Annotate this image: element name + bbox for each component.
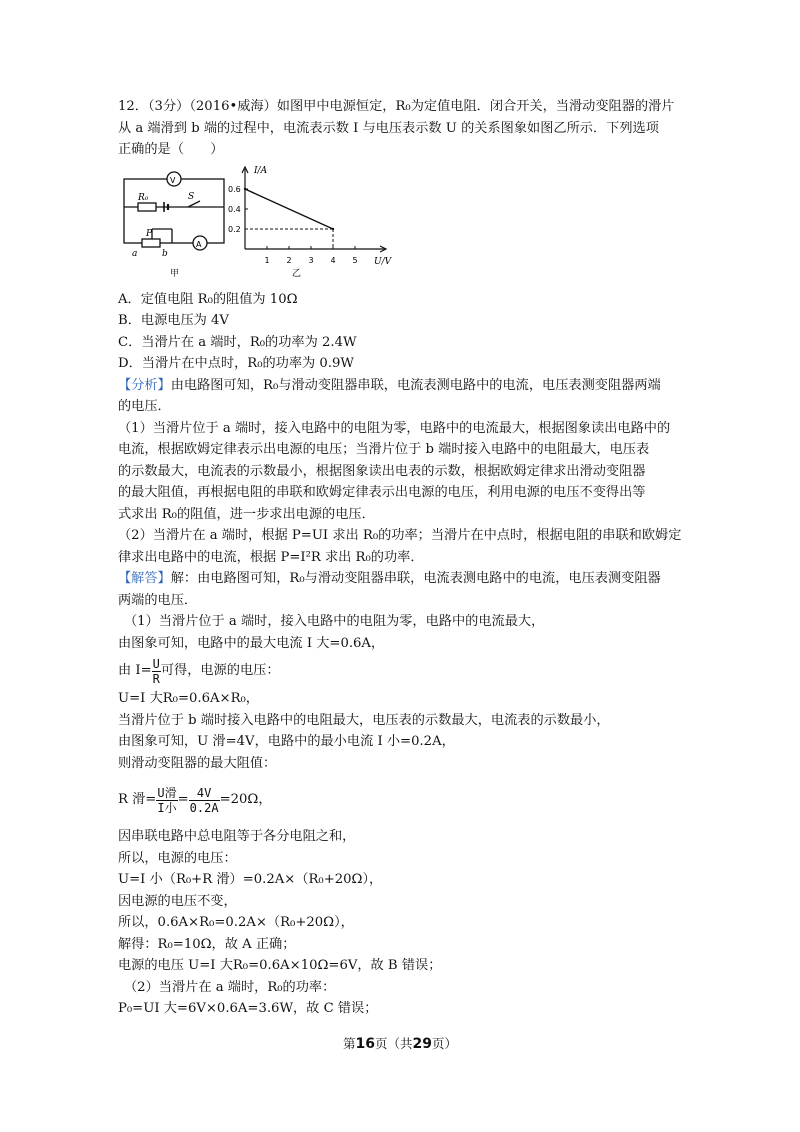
option-a: A．定值电阻 R₀的阻值为 10Ω xyxy=(118,291,298,307)
solution-line-1 xyxy=(118,568,688,590)
solution-line-12: 所以，电源的电压： xyxy=(118,850,237,866)
fraction-denominator: I小 xyxy=(157,800,177,815)
terminal-b-label: b xyxy=(162,248,168,259)
footer-page-number: 16 xyxy=(355,1036,375,1052)
option-d: D．当滑片在中点时，R₀的功率为 0.9W xyxy=(118,356,354,371)
ohm-law-prefix: 由 I= xyxy=(118,663,152,679)
ohm-law-fraction xyxy=(152,657,161,686)
circuit-caption: 甲 xyxy=(170,268,180,279)
analysis-line-2: 的电压． xyxy=(118,399,171,414)
solution-line-6: U=I 大R₀=0.6A×R₀， xyxy=(118,691,259,706)
solution-line-5 xyxy=(118,654,688,688)
r-slide-fraction-1 xyxy=(156,786,177,815)
ohm-law-suffix: 可得，电源的电压： xyxy=(160,663,280,679)
solution-line-19: P₀=UI 大=6V×0.6A=3.6W，故 C 错误； xyxy=(118,1001,378,1016)
terminal-a-label: a xyxy=(132,248,138,259)
x-axis-label: U/V xyxy=(374,256,392,267)
solution-tag: 【解答】 xyxy=(118,571,171,586)
fraction-numerator: 4V xyxy=(189,786,220,801)
solution-line-3: （1）当滑片位于 a 端时，接入电路中的电阻为零，电路中的电流最大， xyxy=(124,614,545,629)
x-tick-label: 2 xyxy=(286,255,292,265)
footer-middle: 页（共 xyxy=(374,1036,413,1051)
switch-label: S xyxy=(188,191,195,202)
solution-line-18: （2）当滑片在 a 端时，R₀的功率： xyxy=(124,979,336,995)
figure-svg xyxy=(118,163,418,289)
analysis-line-5: 的示数最大，电流表的示数最小，根据图象读出电表的示数，根据欧姆定律求出滑动变阻器 xyxy=(118,463,646,479)
r0-label: R₀ xyxy=(138,192,149,203)
question-line-3: 正确的是（ ） xyxy=(118,142,224,157)
data-line xyxy=(245,189,333,229)
analysis-line-1 xyxy=(118,375,688,397)
question-line-2: 从 a 端滑到 b 端的过程中，电流表示数 I 与电压表示数 U 的关系图象如图乙所示．下列选项 xyxy=(118,120,659,136)
analysis-line-3: （1）当滑片位于 a 端时，接入电路中的电阻为零，电路中的电流最大，根据图象读出电路中的 xyxy=(118,420,671,436)
solution-line-11: 因串联电路中总电阻等于各分电阻之和， xyxy=(118,829,356,844)
equals-sign: = xyxy=(177,792,189,808)
fraction-numerator: U滑 xyxy=(157,785,177,800)
x-tick-label: 4 xyxy=(330,255,336,265)
analysis-line-6: 的最大阻值，再根据电阻的串联和欧姆定律表示出电源的电压，利用电源的电压不变得出等 xyxy=(118,485,646,500)
y-axis-label: I/A xyxy=(254,165,268,176)
r-slide-result: =20Ω， xyxy=(219,792,272,808)
solution-line-16: 解得：R₀=10Ω，故 A 正确； xyxy=(118,936,296,952)
x-tick-label: 1 xyxy=(264,255,270,265)
solution-line-8: 由图象可知，U 滑=4V，电路中的最小电流 I 小=0.2A， xyxy=(118,734,455,749)
fraction-numerator: U xyxy=(152,656,160,671)
data-point xyxy=(244,187,246,189)
footer-suffix: 页） xyxy=(431,1036,457,1051)
ammeter-label: A xyxy=(196,239,202,249)
option-b: B．电源电压为 4V xyxy=(118,313,229,328)
solution-line-15: 所以，0.6A×R₀=0.2A×（R₀+20Ω）， xyxy=(118,915,354,930)
solution-line-10 xyxy=(118,774,688,826)
option-c: C．当滑片在 a 端时，R₀的功率为 2.4W xyxy=(118,334,357,350)
analysis-text-1: 由电路图可知，R₀与滑动变阻器串联，电流表测电路中的电流，电压表测变阻器两端 xyxy=(170,377,661,393)
x-tick-label: 5 xyxy=(352,255,358,265)
graph-caption: 乙 xyxy=(292,268,302,279)
page-footer xyxy=(0,1034,800,1052)
solution-line-14: 因电源的电压不变， xyxy=(118,893,237,909)
analysis-line-4: 电流，根据欧姆定律表示出电源的电压；当滑片位于 b 端时接入电路中的电阻最大，电压表 xyxy=(118,442,650,457)
solution-line-13: U=I 小（R₀+R 滑）=0.2A×（R₀+20Ω）， xyxy=(118,872,383,887)
voltmeter-label: V xyxy=(170,175,176,185)
document-page xyxy=(118,96,688,1020)
question-line-1: 12．（3分）（2016•威海）如图甲中电源恒定，R₀为定值电阻．闭合开关，当滑动变阻器的滑片 xyxy=(118,99,675,114)
y-tick-label: 0.2 xyxy=(228,224,241,234)
fraction-denominator: 0.2A xyxy=(189,800,219,815)
solution-line-4: 由图象可知，电路中的最大电流 I 大=0.6A， xyxy=(118,635,385,651)
r-slide-prefix: R 滑= xyxy=(118,792,157,808)
y-tick-label: 0.4 xyxy=(228,204,241,214)
solution-line-7: 当滑片位于 b 端时接入电路中的电阻最大，电压表的示数最大，电流表的示数最小， xyxy=(118,712,610,728)
analysis-line-7: 式求出 R₀的阻值，进一步求出电源的电压． xyxy=(118,506,375,522)
question-figure xyxy=(118,163,688,289)
solution-line-9: 则滑动变阻器的最大阻值： xyxy=(118,755,277,771)
footer-total-pages: 29 xyxy=(412,1036,432,1052)
x-tick-label: 3 xyxy=(308,255,314,265)
analysis-line-8: （2）当滑片在 a 端时，根据 P=UI 求出 R₀的功率；当滑片在中点时，根据电阻的串联和欧姆定 xyxy=(118,528,682,543)
chart-marks xyxy=(228,185,358,265)
slider-label: P xyxy=(146,228,153,239)
graph-axes xyxy=(242,167,386,252)
solution-line-17: 电源的电压 U=I 大R₀=0.6A×10Ω=6V，故 B 错误； xyxy=(118,958,442,973)
fraction-denominator: R xyxy=(152,671,160,686)
footer-prefix: 第 xyxy=(342,1036,356,1051)
r-slide-fraction-2 xyxy=(189,786,220,815)
analysis-tag: 【分析】 xyxy=(118,377,171,393)
solution-text-1: 解：由电路图可知，R₀与滑动变阻器串联，电流表测电路中的电流，电压表测变阻器 xyxy=(170,571,661,586)
y-tick-label: 0.6 xyxy=(228,184,241,194)
solution-line-2: 两端的电压． xyxy=(118,592,198,608)
analysis-line-9: 律求出电路中的电流，根据 P=I²R 求出 R₀的功率． xyxy=(118,549,424,565)
